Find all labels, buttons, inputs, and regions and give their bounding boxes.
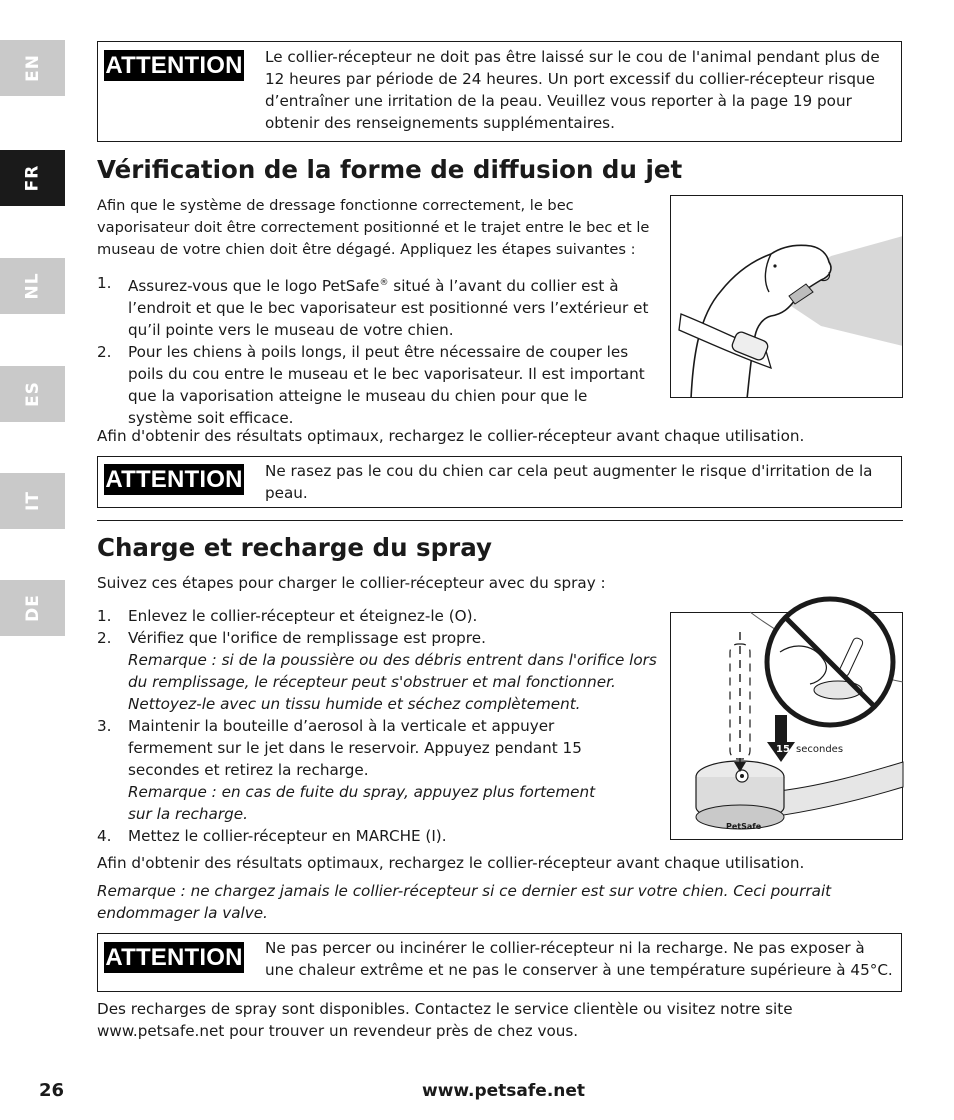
refill-illustration bbox=[670, 612, 903, 840]
section-heading: Vérification de la forme de diffusion du jet bbox=[97, 155, 683, 184]
attention-label: ATTENTION bbox=[104, 50, 244, 81]
step-text: Pour les chiens à poils longs, il peut être nécessaire de couper les poils du cou entre le museau et le bec vaporisateur. Il est important que la vaporisation atteigne le museau du chien pour que le système soit efficace. bbox=[128, 343, 645, 428]
list-item bbox=[97, 272, 649, 341]
attention-text: Ne pas percer ou incinérer le collier-récepteur ni la recharge. Ne pas exposer à une chaleur extrême et ne pas le conserver à une température supérieure à 45°C. bbox=[265, 939, 893, 979]
step-text: situé à l’avant du collier est à l’endroit et que le bec vaporisateur est positionné vers l’extérieur et qu’il pointe vers le museau de votre chien. bbox=[128, 277, 649, 340]
list-item bbox=[97, 627, 669, 715]
list-item bbox=[97, 605, 669, 627]
section-outro: Afin d'obtenir des résultats optimaux, rechargez le collier-récepteur avant chaque utilisation. bbox=[97, 427, 805, 445]
seconds-unit: secondes bbox=[796, 744, 844, 755]
page-number: 26 bbox=[39, 1080, 65, 1101]
dog-spray-illustration bbox=[670, 195, 903, 398]
section-outro: Afin d'obtenir des résultats optimaux, rechargez le collier-récepteur avant chaque utilisation. bbox=[97, 854, 805, 872]
tab-it[interactable] bbox=[0, 473, 65, 529]
section-heading: Charge et recharge du spray bbox=[97, 533, 493, 562]
step-text: Mettez le collier-récepteur en MARCHE (I). bbox=[128, 827, 447, 845]
section-intro: Suivez ces étapes pour charger le collier-récepteur avec du spray : bbox=[97, 574, 606, 592]
attention-label: ATTENTION bbox=[104, 942, 244, 973]
tab-nl[interactable] bbox=[0, 258, 65, 314]
dog-head-icon bbox=[671, 196, 903, 398]
attention-text: Ne rasez pas le cou du chien car cela peut augmenter le risque d'irritation de la peau. bbox=[265, 462, 873, 502]
step-text: Maintenir la bouteille d’aerosol à la verticale et appuyer fermement sur le jet dans le reservoir. Appuyez pendant 15 secondes et retirez la recharge. bbox=[128, 717, 582, 779]
step-note: Remarque : en cas de fuite du spray, appuyez plus fortement sur la recharge. bbox=[128, 783, 596, 823]
brand-text: PetSafe bbox=[726, 822, 762, 831]
section-note: Remarque : ne chargez jamais le collier-récepteur si ce dernier est sur votre chien. Ceci pourrait endommager la valve. bbox=[97, 882, 832, 922]
step-number: 2. bbox=[97, 343, 112, 362]
attention-box bbox=[97, 456, 902, 508]
step-list bbox=[97, 605, 669, 847]
step-text: Assurez-vous que le logo PetSafe bbox=[128, 277, 380, 296]
tab-label: ES bbox=[22, 381, 43, 407]
footer-url[interactable]: www.petsafe.net bbox=[422, 1081, 586, 1101]
seconds-value: 15 bbox=[776, 744, 790, 755]
step-number: 1. bbox=[97, 607, 112, 625]
tab-label: FR bbox=[22, 164, 43, 192]
divider bbox=[97, 520, 903, 521]
list-item bbox=[97, 825, 669, 847]
attention-box bbox=[97, 933, 902, 992]
step-number: 3. bbox=[97, 717, 112, 735]
step-number: 4. bbox=[97, 827, 112, 845]
step-number: 2. bbox=[97, 629, 112, 647]
list-item bbox=[97, 715, 669, 825]
tab-en[interactable] bbox=[0, 40, 65, 96]
closing-text: Des recharges de spray sont disponibles. Contactez le service clientèle ou visitez notre site www.petsafe.net pour trouver un revendeur près de chez vous. bbox=[97, 1000, 793, 1040]
tab-label: DE bbox=[22, 594, 43, 622]
tab-es[interactable] bbox=[0, 366, 65, 422]
step-list bbox=[97, 272, 649, 429]
step-number: 1. bbox=[97, 274, 112, 292]
tab-label: IT bbox=[22, 491, 43, 511]
attention-box bbox=[97, 41, 902, 142]
tab-label: EN bbox=[22, 54, 43, 82]
attention-text: Le collier-récepteur ne doit pas être laissé sur le cou de l'animal pendant plus de 12 heures par période de 24 heures. Un port excessif du collier-récepteur risque d’entraîner une irritation de la peau. Veuillez vous reporter à la page 19 pour obtenir des renseignements supplémentaires. bbox=[265, 48, 880, 132]
list-item bbox=[97, 341, 649, 429]
tab-label: NL bbox=[22, 272, 43, 300]
section-intro: Afin que le système de dressage fonctionne correctement, le bec vaporisateur doit être correctement positionné et le trajet entre le bec et le museau de votre chien doit être dégagé. Appliquez les étapes suivantes : bbox=[97, 197, 650, 258]
step-text: Enlevez le collier-récepteur et éteignez-le (O). bbox=[128, 607, 478, 625]
tab-de[interactable] bbox=[0, 580, 65, 636]
registered-mark: ® bbox=[379, 278, 389, 288]
tab-fr[interactable] bbox=[0, 150, 65, 206]
step-text: Vérifiez que l'orifice de remplissage est propre. bbox=[128, 629, 486, 647]
step-note: Remarque : si de la poussière ou des débris entrent dans l'orifice lors du remplissage, le récepteur peut s'obstruer et mal fonctionner. Nettoyez-le avec un tissu humide et séchez complètement. bbox=[128, 651, 657, 713]
collar-refill-icon bbox=[670, 612, 903, 840]
attention-label: ATTENTION bbox=[104, 464, 244, 495]
